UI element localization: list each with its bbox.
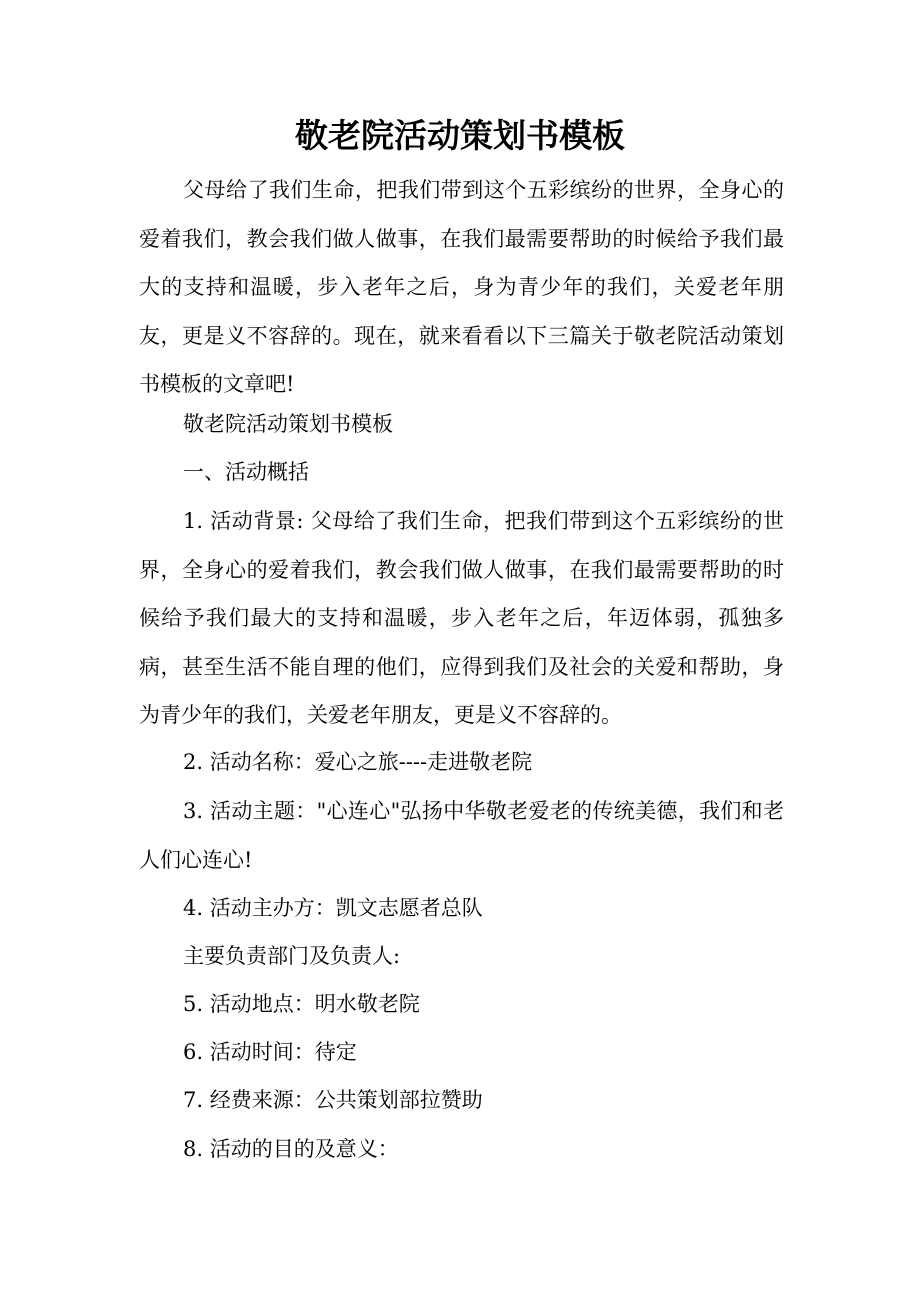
item-organizer: 4. 活动主办方：凯文志愿者总队 bbox=[183, 896, 483, 920]
item-time: 6. 活动时间：待定 bbox=[183, 1040, 357, 1064]
subtitle: 敬老院活动策划书模板 bbox=[183, 412, 393, 436]
item-location: 5. 活动地点：明水敬老院 bbox=[183, 992, 420, 1016]
item-theme: 3. 活动主题："心连心"弘扬中华敬老爱老的传统美德，我们和老人们心连心! bbox=[139, 799, 784, 872]
item-name: 2. 活动名称：爱心之旅----走进敬老院 bbox=[183, 750, 533, 774]
document-title: 敬老院活动策划书模板 bbox=[295, 116, 625, 155]
item-purpose: 8. 活动的目的及意义： bbox=[183, 1137, 399, 1161]
section-heading: 一、活动概括 bbox=[183, 460, 309, 484]
intro-paragraph: 父母给了我们生命，把我们带到这个五彩缤纷的世界，全身心的爱着我们，教会我们做人做事，在我们最需要帮助的时候给予我们最大的支持和温暖，步入老年之后，身为青少年的我们，关爱老年朋友，更是义不容辞的。现在，就来看看以下三篇关于敬老院活动策划书模板的文章吧! bbox=[139, 178, 784, 396]
departments-line: 主要负责部门及负责人: bbox=[183, 944, 401, 968]
item-funding: 7. 经费来源：公共策划部拉赞助 bbox=[183, 1088, 483, 1112]
item-background: 1. 活动背景: 父母给了我们生命，把我们带到这个五彩缤纷的世界，全身心的爱着我们，教会我们做人做事，在我们最需要帮助的时候给予我们最大的支持和温暖，步入老年之后，年迈体弱，孤独多病，甚至生活不能自理的他们，应得到我们及社会的关爱和帮助，身为青少年的我们，关爱老年朋友，更是义不容辞的。 bbox=[139, 509, 784, 727]
